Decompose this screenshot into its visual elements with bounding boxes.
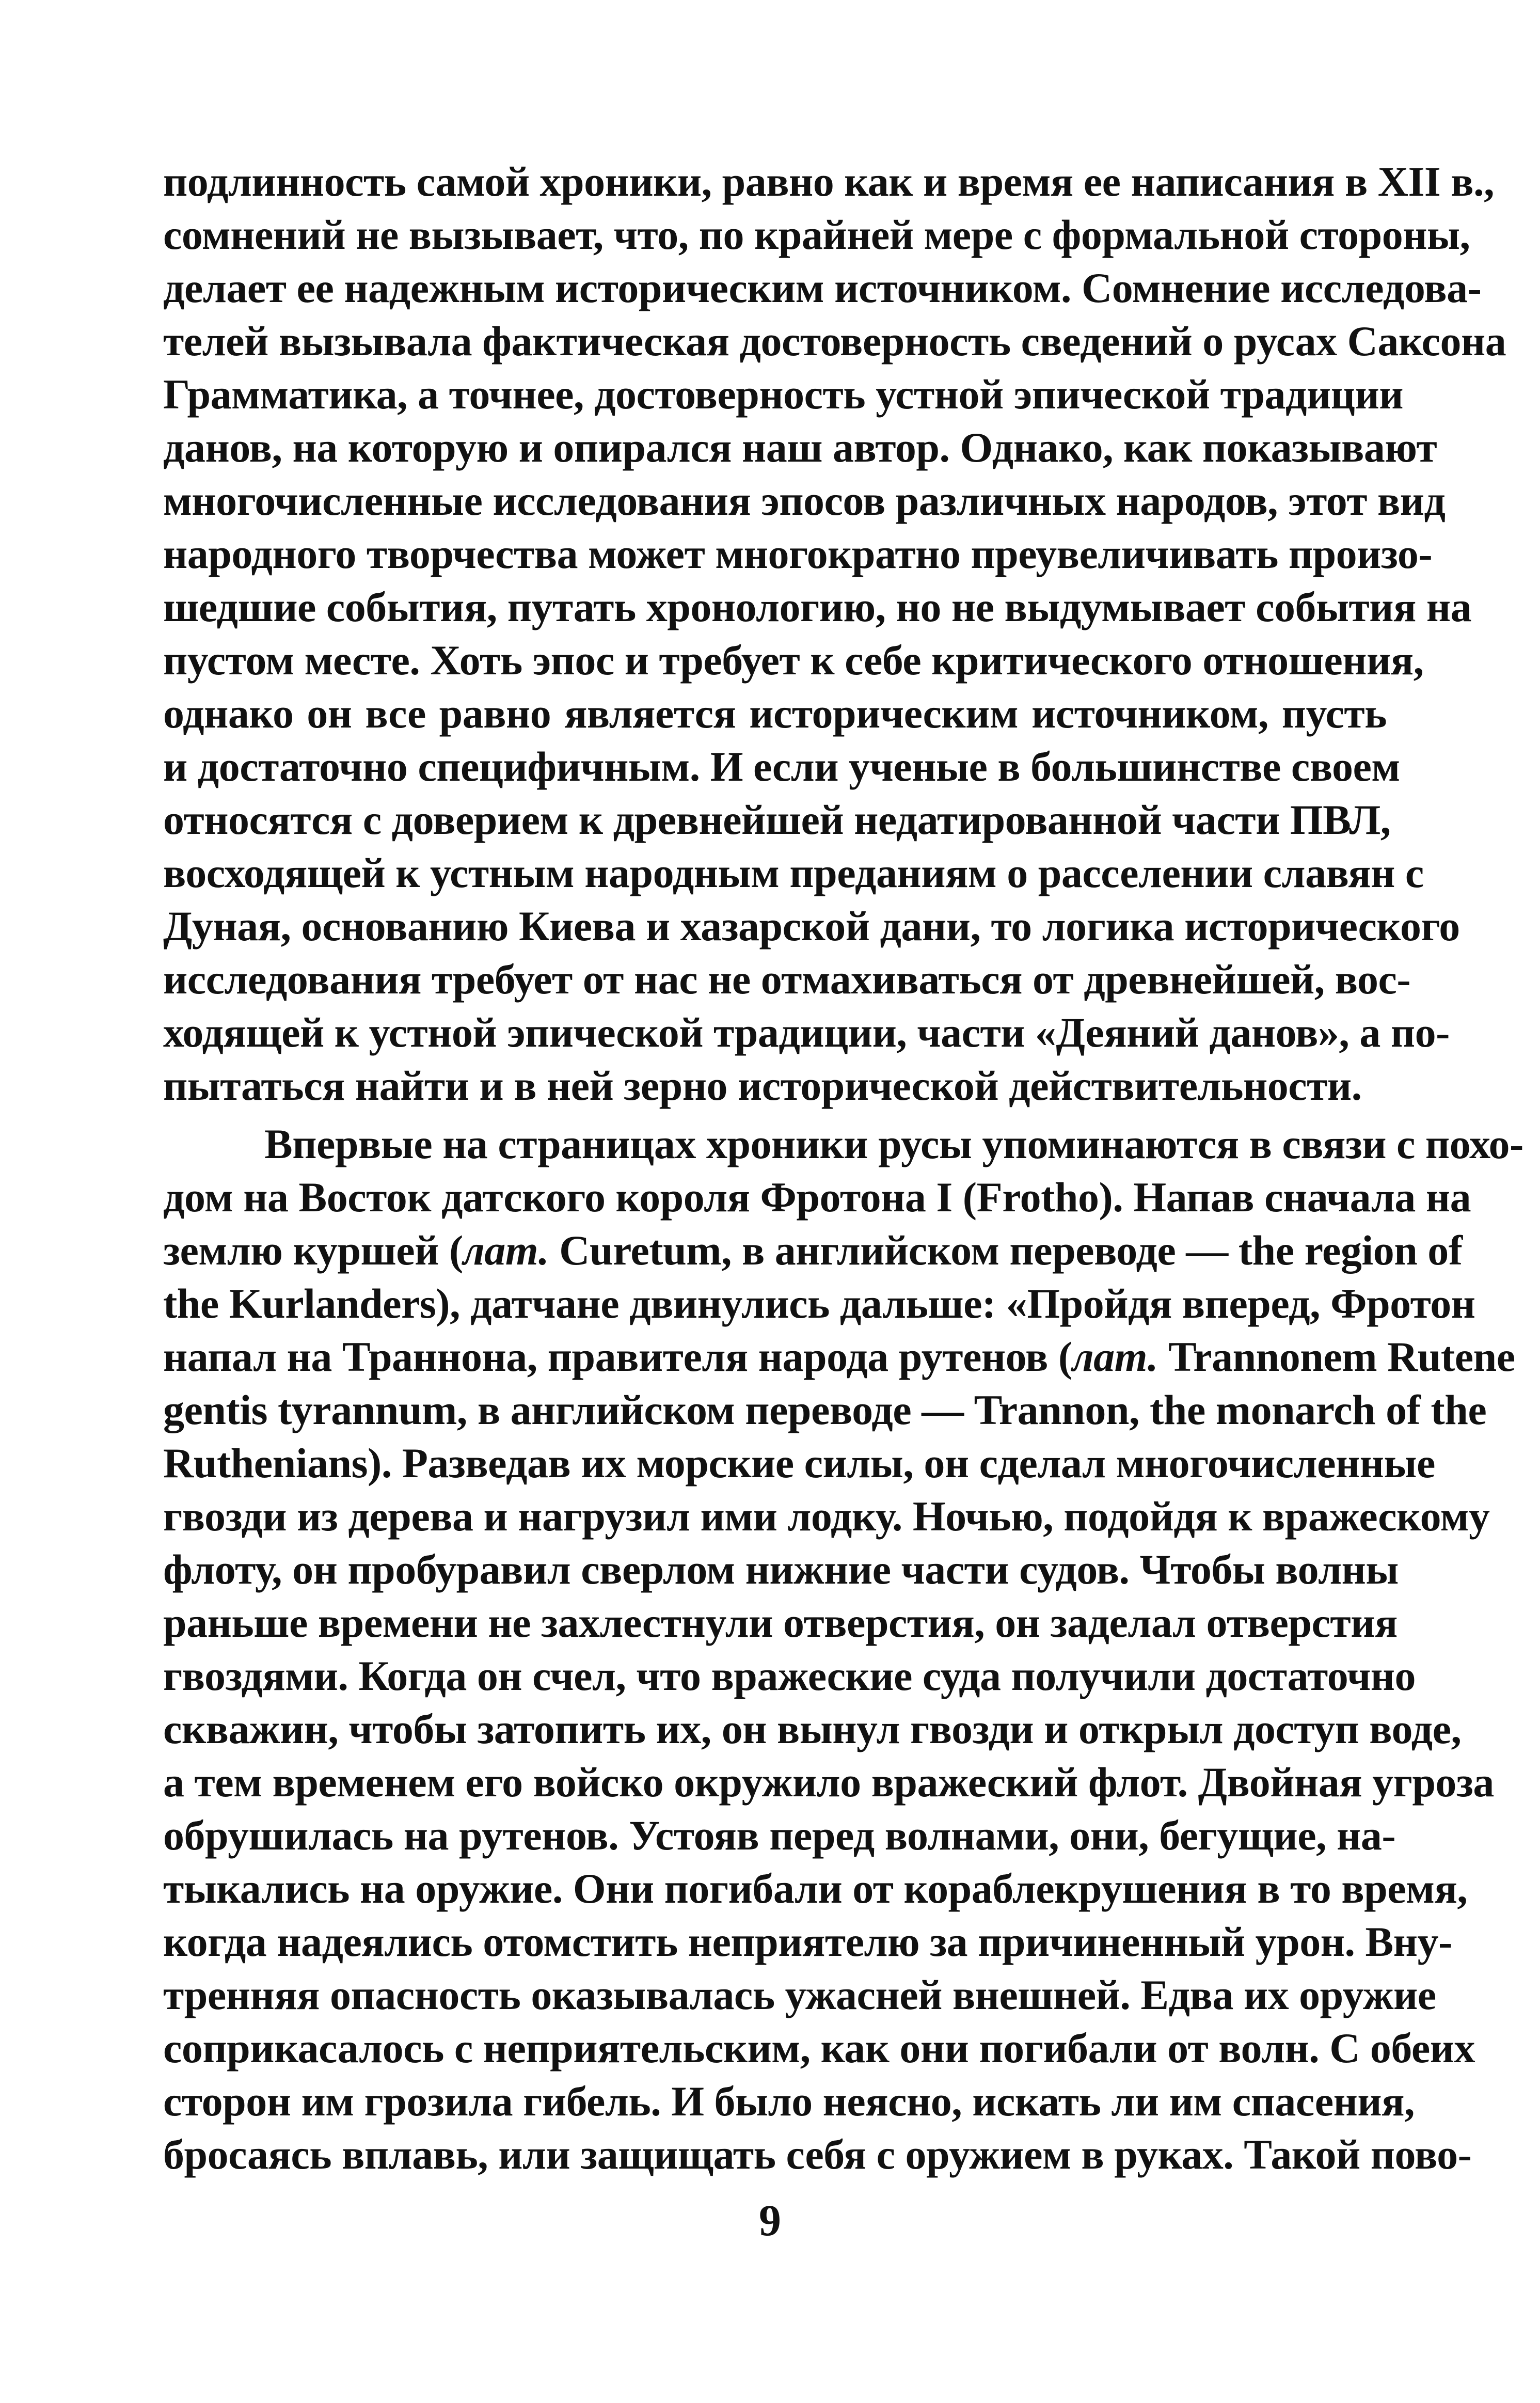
text-line: дом на Восток датского короля Фротона I (Frotho). Напав сначала на [163, 1174, 1471, 1221]
text-line: подлинность самой хроники, равно как и время ее написания в XII в., [163, 158, 1495, 205]
text-line: соприкасалось с неприятельским, как они погибали от волн. С обеих [163, 2025, 1475, 2072]
page-number: 9 [759, 2195, 781, 2245]
text-line: а тем временем его войско окружило вражеский флот. Двойная угроза [163, 1759, 1494, 1806]
text-line: гвозди из дерева и нагрузил ими лодку. Ночью, подойдя к вражескому [163, 1493, 1490, 1540]
text-line: gentis tyrannum, в английском переводе — Trannon, the monarch of the [163, 1386, 1487, 1433]
text-line: раньше времени не захлестнули отверстия, он заделал отверстия [163, 1599, 1398, 1646]
text-line: тыкались на оружие. Они погибали от кораблекрушения в то время, [163, 1865, 1468, 1912]
text-line: сторон им грозила гибель. И было неясно, искать ли им спасения, [163, 2078, 1415, 2125]
text-line: многочисленные исследования эпосов различных народов, этот вид [163, 477, 1446, 524]
text-line: бросаясь вплавь, или защищать себя с оружием в руках. Такой пово- [163, 2131, 1472, 2178]
text-line: сомнений не вызывает, что, по крайней мере с формальной стороны, [163, 211, 1470, 258]
text-line: землю куршей (лат. Curetum, в английском переводе — the region of [163, 1227, 1463, 1274]
paragraph-2 [163, 1117, 1523, 2181]
text-line: пустом месте. Хоть эпос и требует к себе критического отношения, [163, 637, 1424, 684]
text-line: восходящей к устным народным преданиям о расселении славян с [163, 849, 1424, 896]
paragraph-1 [163, 155, 1506, 1112]
text-line: шедшие события, путать хронологию, но не выдумывает события на [163, 583, 1472, 630]
text-line: делает ее надежным историческим источником. Сомнение исследова- [163, 264, 1482, 311]
text-line: Впервые на страницах хроники русы упоминаются в связи с похо- [264, 1120, 1523, 1167]
latin-abbrev: лат. [463, 1227, 549, 1274]
text-line: относятся с доверием к древнейшей недатированной части ПВЛ, [163, 796, 1391, 843]
paragraph-gap [163, 1112, 1387, 1117]
text-line: когда надеялись отомстить неприятелю за причиненный урон. Вну- [163, 1918, 1452, 1965]
text-line: народного творчества может многократно преувеличивать произо- [163, 530, 1433, 577]
text-line: обрушилась на рутенов. Устояв перед волнами, они, бегущие, на- [163, 1812, 1396, 1859]
latin-abbrev: лат. [1072, 1333, 1158, 1380]
text-line: тренняя опасность оказывалась ужасней внешней. Едва их оружие [163, 1971, 1436, 2018]
text-line: пытаться найти и в ней зерно исторической действительности. [163, 1062, 1362, 1109]
text-line: телей вызывала фактическая достоверность сведений о русах Саксона [163, 318, 1506, 365]
text-line: ходящей к устной эпической традиции, части «Деяний данов», а по- [163, 1009, 1450, 1056]
text-line: the Kurlanders), датчане двинулись дальше: «Пройдя вперед, Фротон [163, 1280, 1475, 1327]
text-line: данов, на которую и опирался наш автор. Однако, как показывают [163, 424, 1437, 471]
text-line: Дуная, основанию Киева и хазарской дани, то логика исторического [163, 903, 1460, 950]
text-line: гвоздями. Когда он счел, что вражеские суда получили достаточно [163, 1652, 1416, 1699]
text-line: однако он все равно является историческим источником, пусть [163, 690, 1387, 737]
text-line: исследования требует от нас не отмахиваться от древнейшей, вос- [163, 956, 1411, 1003]
text-line: и достаточно специфичным. И если ученые в большинстве своем [163, 743, 1400, 790]
text-line: Ruthenians). Разведав их морские силы, он сделал многочисленные [163, 1440, 1435, 1487]
page-body [163, 155, 1523, 2181]
text-line: скважин, чтобы затопить их, он вынул гвозди и открыл доступ воде, [163, 1705, 1462, 1752]
text-line: Грамматика, а точнее, достоверность устной эпической традиции [163, 371, 1403, 418]
text-line: напал на Траннона, правителя народа рутенов (лат. Trannonem Rutene [163, 1333, 1515, 1380]
text-line: флоту, он пробуравил сверлом нижние части судов. Чтобы волны [163, 1546, 1399, 1593]
